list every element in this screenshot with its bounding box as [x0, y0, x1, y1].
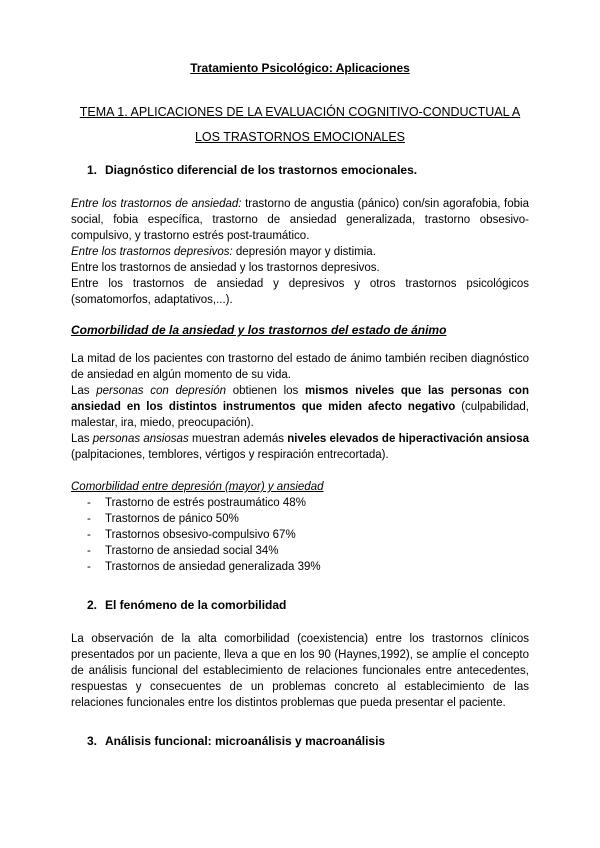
text-run: personas con depresión — [96, 385, 227, 397]
paragraph-half-patients: La mitad de los pacientes con trastorno del estado de ánimo también reciben diagnóstico de ansiedad en algún momento de su vida. — [71, 353, 529, 381]
paragraph-depression-levels — [71, 383, 529, 431]
text-run: muestran además — [188, 433, 288, 445]
text-run: Las — [71, 433, 93, 445]
paragraph-comorbidity-observation: La observación de la alta comorbilidad (coexistencia) entre los trastornos clínicos presentados por un paciente, lleva a que en los 90 (Haynes,1992), se amplíe el concepto de análisis funcional del establecimiento de relaciones funcionales entre antecedentes, respuestas y consecuentes de un problemas concreto al establecimiento de las relaciones funcionales entre los distintos problemas que pueda presentar el paciente. — [71, 633, 529, 709]
paragraph-anxiety-disorders — [71, 196, 529, 244]
list-item — [71, 543, 529, 559]
comorbidity-heading: Comorbilidad de la ansiedad y los trastornos del estado de ánimo — [71, 323, 447, 337]
text-run: Entre los trastornos de ansiedad: — [71, 198, 242, 210]
text-run: obtienen los — [226, 385, 305, 397]
paragraph-anxiety-and-depressive: Entre los trastornos de ansiedad y los trastornos depresivos. — [71, 262, 380, 274]
comorbidity-list — [71, 495, 529, 575]
section-3-heading — [71, 733, 529, 749]
section-1-number: 1. — [87, 163, 98, 177]
paragraph-anxious-hyperactivation — [71, 431, 529, 463]
text-run: (culpabilidad, malestar, ira, miedo, preocupación). — [71, 401, 529, 429]
text-run: (palpitaciones, temblores, vértigos y respiración entrecortada). — [71, 449, 389, 461]
document-subtitle: TEMA 1. APLICACIONES DE LA EVALUACIÓN COGNITIVO-CONDUCTUAL A LOS TRASTORNOS EMOCIONALES — [79, 105, 521, 144]
list-dash: - — [87, 561, 91, 573]
document-title: Tratamiento Psicológico: Aplicaciones — [190, 61, 410, 75]
text-run: personas ansiosas — [92, 433, 189, 445]
list-dash: - — [87, 529, 91, 541]
text-run: Las — [71, 385, 97, 397]
text-run: niveles elevados de hiperactivación ansiosa — [287, 433, 529, 445]
list-item-text: Trastornos de pánico 50% — [105, 513, 239, 525]
list-item — [71, 511, 529, 527]
list-item — [71, 527, 529, 543]
list-item-text: Trastorno de ansiedad social 34% — [105, 545, 279, 557]
text-run: depresión mayor y distimia. — [232, 246, 376, 258]
text-run: Entre los trastornos depresivos: — [71, 246, 233, 258]
list-item-text: Trastornos obsesivo-compulsivo 67% — [105, 529, 296, 541]
section-3-heading-text: Análisis funcional: microanálisis y macroanálisis — [105, 734, 386, 748]
list-dash: - — [87, 497, 91, 509]
list-dash: - — [87, 513, 91, 525]
comorbidity-list-heading: Comorbilidad entre depresión (mayor) y ansiedad — [71, 481, 324, 493]
paragraph-depressive-disorders — [71, 244, 529, 260]
list-dash: - — [87, 545, 91, 557]
list-item-text: Trastornos de ansiedad generalizada 39% — [105, 561, 321, 573]
section-1-heading — [71, 162, 529, 178]
list-item — [71, 559, 529, 575]
text-run: trastorno de angustia (pánico) con/sin agorafobia, fobia social, fobia específica, trastorno de ansiedad generalizada, trastorno obsesivo-compulsivo, y trastorno estrés post-traumático. — [71, 198, 529, 242]
text-run: mismos niveles que las personas con ansiedad en los distintos instrumentos que miden afecto negativo — [71, 385, 529, 413]
section-3-number: 3. — [87, 734, 98, 748]
section-2-heading-text: El fenómeno de la comorbilidad — [105, 598, 287, 612]
section-2-heading — [71, 597, 529, 613]
section-2-number: 2. — [87, 598, 98, 612]
section-1-heading-text: Diagnóstico diferencial de los trastornos emocionales. — [105, 163, 418, 177]
list-item — [71, 495, 529, 511]
list-item-text: Trastorno de estrés postraumático 48% — [105, 497, 306, 509]
paragraph-other-disorders: Entre los trastornos de ansiedad y depresivos y otros trastornos psicológicos (somatomorfos, adaptativos,...). — [71, 278, 529, 306]
